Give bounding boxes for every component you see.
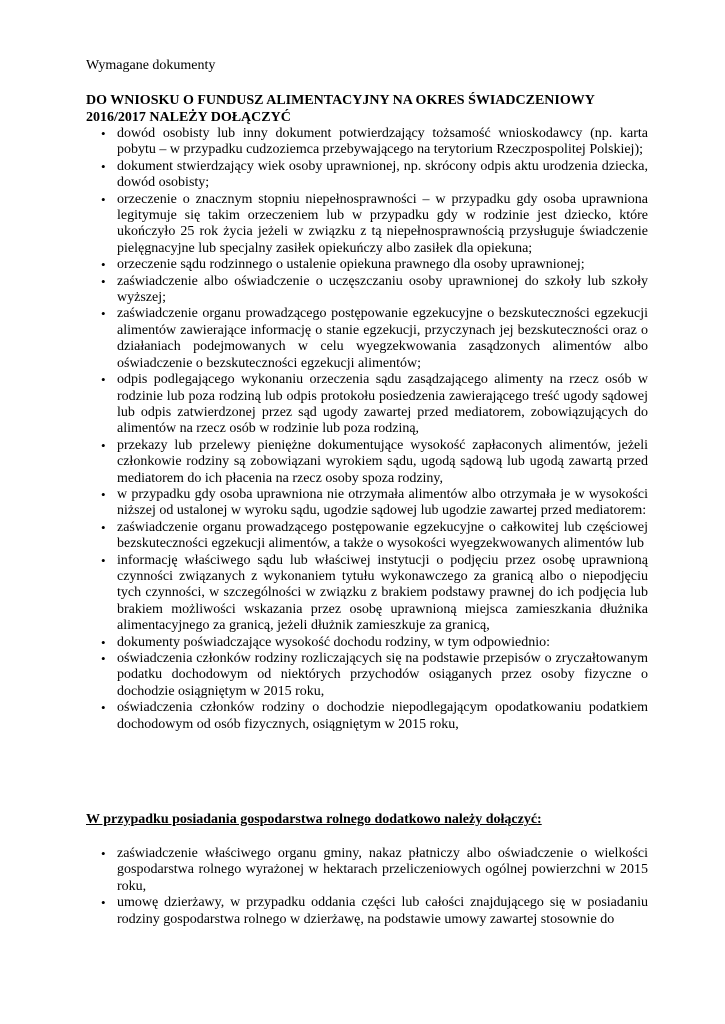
list-item — [0, 306, 648, 372]
bullet-icon: • — [101, 306, 106, 322]
list-item-text: przekazy lub przelewy pieniężne dokumentujące wysokość zapłaconych alimentów, jeżeli członkowie rodziny są zobowiązani wyrokiem sądu, ugodą sądową lub ugodą zawartą przed mediatorem do ich płacenia na rzecz osoby spoza rodziny, — [117, 437, 648, 486]
list-item — [0, 257, 648, 273]
list-item-text: dowód osobisty lub inny dokument potwierdzający tożsamość wnioskodawcy (np. karta pobytu – w przypadku cudzoziemca przebywającego na terytorium Rzeczpospolitej Polskiej); — [117, 126, 648, 158]
list-item-text: odpis podlegającego wykonaniu orzeczenia sądu zasądzającego alimenty na rzecz osób w rodzinie lub poza rodziną lub odpis protokołu posiedzenia zawierającego treść ugody sądowej lub odpis zatwierdzonej przez sąd ugody zawartej przed mediatorem, zobowiązujących do alimentów na rzecz osób w rodzinie lub poza rodziną, — [117, 372, 648, 437]
bullet-icon: • — [101, 158, 106, 174]
bullet-icon: • — [101, 634, 106, 650]
list-item — [0, 126, 648, 159]
list-item — [0, 438, 648, 487]
list-item-text: oświadczenia członków rodziny rozliczających się na podstawie przepisów o zryczałtowanym podatku dochodowym od niektórych przychodów osiąganych przez osoby fizyczne o dochodzie osiągniętym w 2015 roku, — [117, 651, 648, 699]
bullet-icon: • — [101, 257, 106, 273]
bullet-icon: • — [101, 126, 106, 141]
bullet-icon: • — [101, 372, 106, 388]
list-item-text: zaświadczenie organu prowadzącego postępowanie egzekucyjne o całkowitej lub częściowej bezskuteczności egzekucji alimentów, a także o wysokości wyegzekwowanych alimentów lub — [117, 519, 648, 552]
list-item-text: w przypadku gdy osoba uprawniona nie otrzymała alimentów albo otrzymała je w wysokości niższej od ustalonej w wyroku sądu, ugodzie sądowej lub ugodzie zawartej przed mediatorem: — [117, 486, 648, 519]
list-item — [0, 651, 648, 700]
list-item — [0, 635, 648, 651]
list-item — [0, 520, 648, 553]
list-item — [0, 159, 648, 192]
bullet-icon: • — [101, 191, 106, 207]
list-item — [0, 487, 648, 520]
list-item-text: orzeczenie sądu rodzinnego o ustalenie opiekuna prawnego dla osoby uprawnionej; — [117, 257, 585, 273]
list-item-text: dokument stwierdzający wiek osoby uprawnionej, np. skrócony odpis aktu urodzenia dziecka, dowód osobisty; — [117, 158, 648, 191]
bullet-icon: • — [101, 651, 106, 666]
list-item — [0, 846, 648, 895]
list-item-text: informację właściwego sądu lub właściwej instytucji o podjęciu przez osobę uprawnioną czynności związanych z wykonaniem tytułu wykonawczego za granicą albo o niepodjęciu tych czynności, w szczególności w związku z brakiem podstawy prawnej do ich podjęcia lub brakiem możliwości wskazania przez osobę uprawnioną miejsca zamieszkania dłużnika alimentacyjnego za granicą, jeżeli dłużnik zamieszkuje za granicą, — [117, 552, 648, 634]
list-item — [0, 372, 648, 438]
list-item-text: zaświadczenie właściwego organu gminy, nakaz płatniczy albo oświadczenie o wielkości gospodarstwa rolnego wyrażonej w hektarach przeliczeniowych ogólnej powierzchni w 2015 roku, — [117, 846, 648, 894]
bullet-icon: • — [101, 437, 106, 453]
required-documents-list — [0, 126, 725, 733]
list-item-text: zaświadczenie albo oświadczenie o uczęszczaniu osoby uprawnionej do szkoły lub szkoły wyższej; — [117, 273, 648, 306]
bullet-icon: • — [101, 273, 106, 289]
bullet-icon: • — [101, 486, 106, 502]
list-item — [0, 553, 648, 635]
bullet-icon: • — [101, 552, 106, 568]
list-item-text: orzeczenie o znacznym stopniu niepełnosprawności – w przypadku gdy osoba uprawniona legitymuje się takim orzeczeniem lub w przypadku gdy w rodzinie jest dziecko, które ukończyło 25 rok życia jeżeli w związku z tą niepełnosprawnością przysługuje świadczenie pielęgnacyjne lub specjalny zasiłek opiekuńczy albo zasiłek dla opiekuna; — [117, 191, 648, 256]
list-item-text: dokumenty poświadczające wysokość dochodu rodziny, w tym odpowiednio: — [117, 634, 551, 650]
bullet-icon: • — [101, 519, 106, 535]
bullet-icon: • — [101, 846, 106, 861]
list-item-text: umowę dzierżawy, w przypadku oddania części lub całości znajdującego się w posiadaniu rodziny gospodarstwa rolnego w dzierżawę, na podstawie umowy zawartej stosownie do — [117, 895, 648, 927]
list-item-text: oświadczenia członków rodziny o dochodzie niepodlegającym opodatkowaniu podatkiem dochodowym od osób fizycznych, osiągniętym w 2015 roku, — [117, 700, 648, 732]
section-heading-fundusz: DO WNIOSKU O FUNDUSZ ALIMENTACYJNY NA OKRES ŚWIADCZENIOWY 2016/2017 NALEŻY DOŁĄCZYĆ — [86, 93, 595, 125]
list-item-text: zaświadczenie organu prowadzącego postępowanie egzekucyjne o bezskuteczności egzekucji alimentów zawierające informację o stanie egzekucji, przyczynach jej bezskuteczności oraz o działaniach podejmowanych w celu wyegzekwowania zasądzonych alimentów albo oświadczenie o bezskuteczności egzekucji alimentów; — [117, 306, 648, 371]
section-heading-gospodarstwo: W przypadku posiadania gospodarstwa rolnego dodatkowo należy dołączyć: — [86, 812, 542, 827]
list-item — [0, 192, 648, 258]
farm-documents-list — [0, 846, 725, 928]
bullet-icon: • — [101, 895, 106, 911]
bullet-icon: • — [101, 700, 106, 716]
list-item — [0, 274, 648, 307]
list-item — [0, 700, 648, 733]
document-intro: Wymagane dokumenty — [86, 58, 216, 73]
list-item — [0, 895, 648, 928]
